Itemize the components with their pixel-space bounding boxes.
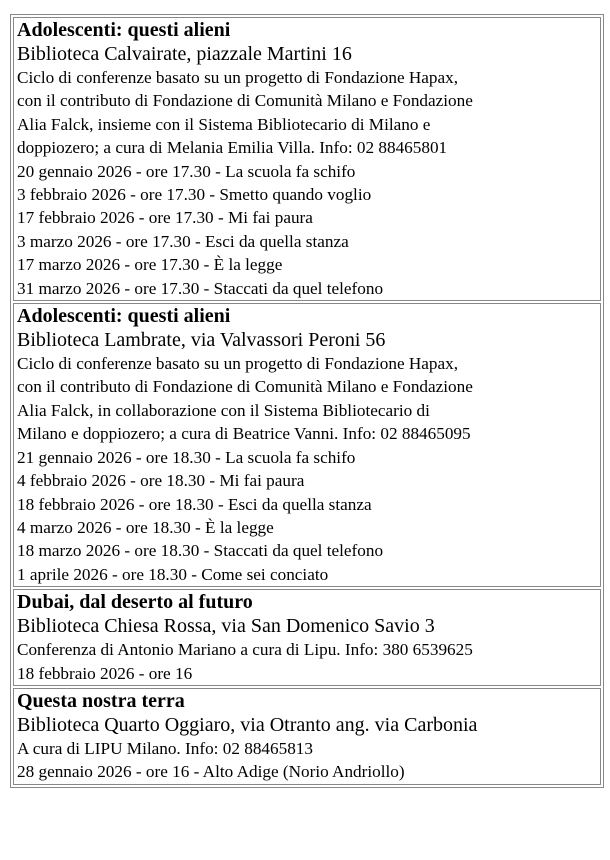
event-title: Dubai, dal deserto al futuro [17, 591, 253, 614]
event-description-line: Ciclo di conferenze basato su un progetto di Fondazione Hapax, [17, 354, 459, 374]
event-description-line: Alia Falck, in collaborazione con il Sistema Bibliotecario di [17, 400, 430, 420]
event-cell [13, 589, 601, 686]
event-date: 18 marzo 2026 - ore 18.30 - Staccati da quel telefono [17, 541, 384, 561]
event-date: 20 gennaio 2026 - ore 17.30 - La scuola fa schifo [17, 161, 356, 181]
event-title: Questa nostra terra [17, 689, 185, 712]
event-description-line: con il contributo di Fondazione di Comunità Milano e Fondazione [17, 377, 473, 397]
event-date: 28 gennaio 2026 - ore 16 - Alto Adige (Norio Andriollo) [17, 762, 405, 782]
event-description-line: con il contributo di Fondazione di Comunità Milano e Fondazione [17, 91, 473, 111]
event-row [13, 589, 601, 686]
event-venue: Biblioteca Chiesa Rossa, via San Domenico Savio 3 [17, 615, 435, 638]
event-date: 21 gennaio 2026 - ore 18.30 - La scuola fa schifo [17, 447, 356, 467]
event-row [13, 688, 601, 785]
event-date: 1 aprile 2026 - ore 18.30 - Come sei conciato [17, 564, 329, 584]
event-description-line: Ciclo di conferenze basato su un progetto di Fondazione Hapax, [17, 68, 459, 87]
event-date: 4 febbraio 2026 - ore 18.30 - Mi fai paura [17, 471, 305, 491]
event-description-line: Milano e doppiozero; a cura di Beatrice Vanni. Info: 02 88465095 [17, 424, 471, 444]
event-date: 31 marzo 2026 - ore 17.30 - Staccati da quel telefono [17, 278, 384, 298]
event-title: Adolescenti: questi alieni [17, 305, 231, 328]
event-venue: Biblioteca Lambrate, via Valvassori Peroni 56 [17, 329, 386, 352]
event-row [13, 17, 601, 301]
event-date: 18 febbraio 2026 - ore 18.30 - Esci da quella stanza [17, 494, 372, 514]
event-venue: Biblioteca Quarto Oggiaro, via Otranto ang. via Carbonia [17, 713, 478, 736]
event-description-line: A cura di LIPU Milano. Info: 02 88465813 [17, 738, 313, 758]
event-date: 18 febbraio 2026 - ore 16 [17, 663, 193, 683]
event-description-line: Alia Falck, insieme con il Sistema Bibliotecario di Milano e [17, 114, 431, 134]
event-date: 17 marzo 2026 - ore 17.30 - È la legge [17, 255, 283, 275]
event-cell [13, 688, 601, 785]
event-cell [13, 303, 601, 587]
event-date: 17 febbraio 2026 - ore 17.30 - Mi fai paura [17, 208, 313, 228]
event-cell [13, 17, 601, 301]
event-description-line: doppiozero; a cura di Melania Emilia Villa. Info: 02 88465801 [17, 138, 448, 158]
event-venue: Biblioteca Calvairate, piazzale Martini 16 [17, 43, 352, 65]
event-date: 4 marzo 2026 - ore 18.30 - È la legge [17, 517, 274, 537]
event-title: Adolescenti: questi alieni [17, 19, 231, 41]
events-table [10, 14, 604, 788]
event-row [13, 303, 601, 587]
event-date: 3 marzo 2026 - ore 17.30 - Esci da quella stanza [17, 231, 349, 251]
event-date: 3 febbraio 2026 - ore 17.30 - Smetto quando voglio [17, 185, 372, 205]
event-description-line: Conferenza di Antonio Mariano a cura di Lipu. Info: 380 6539625 [17, 640, 473, 660]
